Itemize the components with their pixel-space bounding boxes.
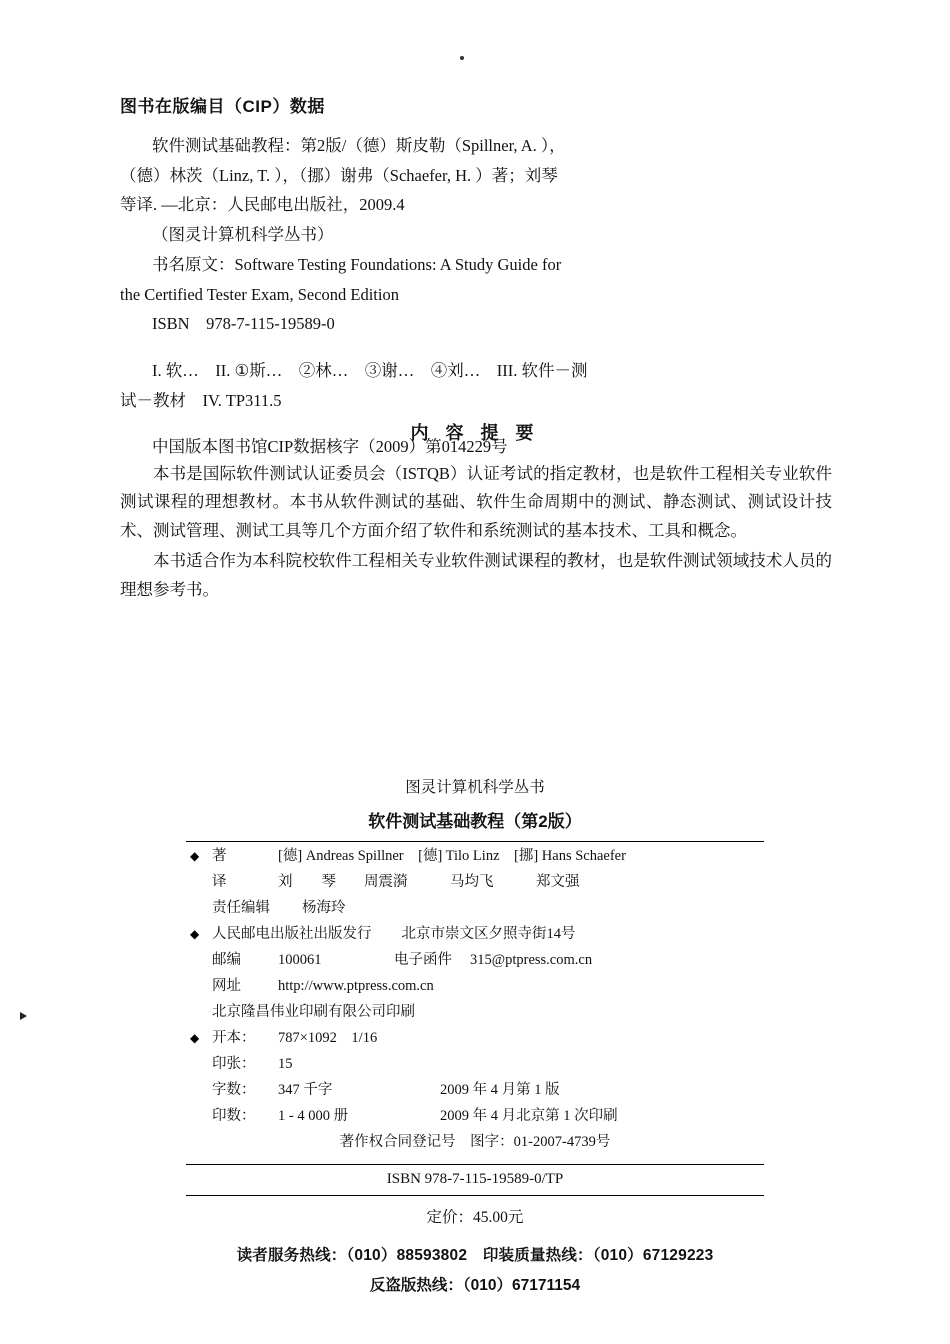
words-value: 347 千字 [278, 1082, 333, 1098]
service-hotline: 读者服务热线：（010）88593802 印装质量热线：（010）67129223 [236, 1246, 714, 1264]
printer-row [186, 1005, 764, 1022]
postcode-row [186, 953, 764, 970]
print-registration-dot [460, 56, 464, 60]
author-row [186, 849, 764, 866]
publisher-row [186, 927, 764, 944]
editor-row [186, 901, 764, 918]
words-row [186, 1083, 764, 1100]
cip-line-1: 软件测试基础教程：第2版/（德）斯皮勒（Spillner, A. ）， [152, 136, 566, 155]
series-name: 图灵计算机科学丛书 [405, 779, 545, 796]
colophon-block [186, 775, 764, 1295]
cip-classification-line-2: 试－教材 IV. TP311.5 [120, 390, 282, 410]
antipiracy-hotline: 反盗版热线：（010）67171154 [369, 1276, 581, 1294]
summary-paragraph-2: 本书适合作为本科院校软件工程相关专业软件测试课程的教材，也是软件测试领域技术人员的理想参考书。 [120, 551, 832, 599]
website-value[interactable]: http://www.ptpress.com.cn [278, 978, 434, 994]
email-value: 315@ptpress.com.cn [470, 952, 593, 968]
printer-name: 北京隆昌伟业印刷有限公司印刷 [212, 1004, 415, 1020]
translator-row [186, 875, 764, 892]
translator-3: 马均飞 [450, 874, 494, 890]
website-label: 网址 [212, 978, 241, 994]
email-label: 电子函件 [394, 952, 452, 968]
sheets-value: 15 [278, 1056, 293, 1072]
summary-paragraph-1: 本书是国际软件测试认证委员会（ISTQB）认证考试的指定教材，也是软件工程相关专业软件测试课程的理想教材。本书从软件测试的基础、软件生命周期中的测试、静态测试、测试设计技术、测试管理、测试工具等几个方面介绍了软件和系统测试的基本技术、工具和概念。 [120, 464, 832, 540]
author-label: 著 [212, 848, 227, 864]
editor-name: 杨海玲 [302, 900, 346, 916]
summary-body [120, 460, 832, 606]
book-title: 软件测试基础教程（第2版） [368, 812, 582, 831]
isbn-value: ISBN 978-7-115-19589-0/TP [386, 1170, 564, 1187]
publisher-address: 北京市崇文区夕照寺街14号 [401, 926, 576, 942]
diamond-bullet-icon-3: ◆ [190, 1031, 200, 1045]
website-row [186, 979, 764, 996]
format-label: 开本： [212, 1030, 256, 1046]
edition-value: 2009 年 4 月第 1 版 [440, 1082, 560, 1098]
copies-label: 印数： [212, 1108, 256, 1124]
cip-block [120, 92, 820, 464]
words-label: 字数： [212, 1082, 256, 1098]
colophon-rows [186, 842, 764, 1164]
diamond-bullet-icon-2: ◆ [190, 927, 200, 941]
postcode-label: 邮编 [212, 952, 241, 968]
cip-classification-line-1: I. 软… II. ①斯… ②林… ③谢… ④刘… III. 软件－测 [152, 361, 588, 381]
translator-2: 周震漪 [364, 874, 408, 890]
sheets-row [186, 1057, 764, 1074]
cip-isbn-line: ISBN 978-7-115-19589-0 [152, 314, 335, 334]
cip-line-4: （图灵计算机科学丛书） [152, 225, 334, 245]
cip-line-6: the Certified Tester Exam, Second Edition [120, 284, 399, 304]
format-value: 787×1092 1/16 [278, 1030, 378, 1046]
sheets-label: 印张： [212, 1056, 256, 1072]
diamond-bullet-icon: ◆ [190, 849, 200, 863]
price-value: 定价：45.00元 [426, 1208, 524, 1226]
cip-line-2: （德）林茨（Linz, T. ），（挪）谢弗（Schaefer, H. ）著；刘琴 [120, 165, 558, 185]
cip-heading: 图书在版编目（CIP）数据 [120, 97, 325, 116]
translator-4: 郑文强 [536, 874, 580, 890]
author-names: [德] Andreas Spillner [德] Tilo Linz [挪] Hans Schaefer [278, 848, 626, 864]
copies-value: 1 - 4 000 册 [278, 1108, 349, 1124]
editor-label: 责任编辑 [212, 900, 270, 916]
format-row [186, 1031, 764, 1048]
printing-value: 2009 年 4 月北京第 1 次印刷 [440, 1108, 618, 1124]
cip-number: 中国版本图书馆CIP数据核字（2009）第014229号 [152, 437, 508, 457]
translator-label: 译 [212, 874, 227, 890]
cip-line-5: 书名原文：Software Testing Foundations: A Study Guide for [152, 254, 562, 274]
copyright-registration: 著作权合同登记号 图字：01-2007-4739号 [339, 1134, 611, 1150]
publisher-name: 人民邮电出版社出版发行 [212, 926, 372, 942]
copies-row [186, 1109, 764, 1126]
side-margin-mark [20, 1012, 27, 1020]
summary-heading: 内 容 提 要 [410, 423, 540, 443]
translator-1: 刘 琴 [278, 874, 336, 890]
postcode-value: 100061 [278, 952, 322, 968]
cip-line-3: 等译. —北京：人民邮电出版社，2009.4 [120, 195, 405, 215]
